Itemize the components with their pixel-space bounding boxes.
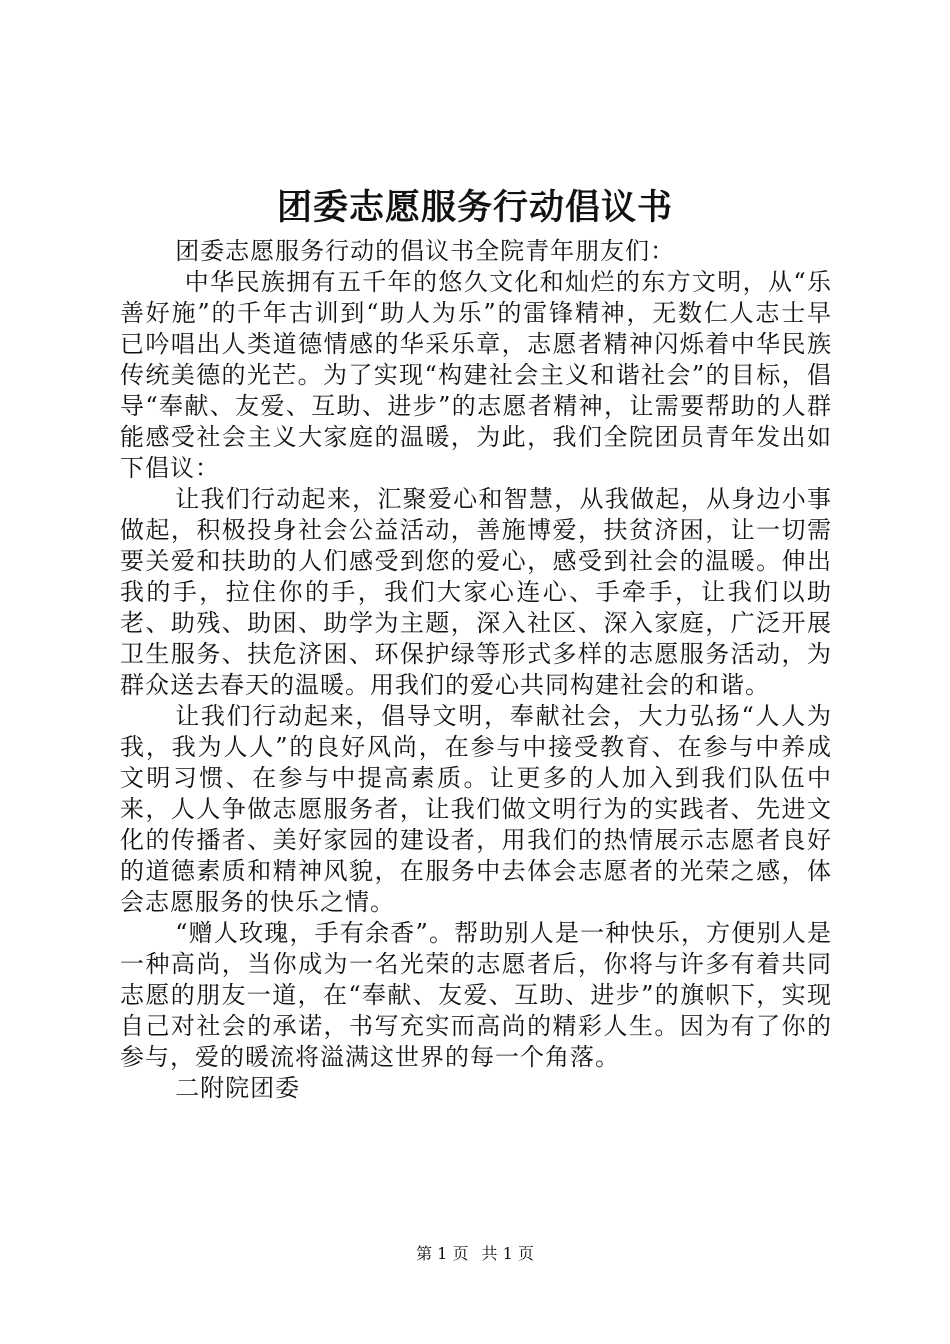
page-total: 共 1 页 <box>481 1244 534 1263</box>
paragraph-action-two: 让我们行动起来，倡导文明，奉献社会，大力弘扬“人人为我，我为人人”的良好风尚，在参与中接受教育、在参与中养成文明习惯、在参与中提高素质。让更多的人加入到我们队伍中来，人人争做志愿服务者，让我们做文明行为的实践者、先进文化的传播者、美好家园的建设者，用我们的热情展示志愿者良好的道德素质和精神风貌，在服务中去体会志愿者的光荣之感，体会志愿服务的快乐之情。 <box>120 702 832 916</box>
paragraph-action-one: 让我们行动起来，汇聚爱心和智慧，从我做起，从身边小事做起，积极投身社会公益活动，善施博爱，扶贫济困，让一切需要关爱和扶助的人们感受到您的爱心，感受到社会的温暖。伸出我的手，拉住你的手，我们大家心连心、手牵手，让我们以助老、助残、助困、助学为主题，深入社区、深入家庭，广泛开展卫生服务、扶危济困、环保护绿等形式多样的志愿服务活动，为群众送去春天的温暖。用我们的爱心共同构建社会的和谐。 <box>120 485 832 699</box>
paragraph-closing: “赠人玫瑰，手有余香”。帮助别人是一种快乐，方便别人是一种高尚，当你成为一名光荣的志愿者后，你将与许多有着共同志愿的朋友一道，在“奉献、友爱、互助、进步”的旗帜下，实现自己对社会的承诺，书写充实而高尚的精彩人生。因为有了你的参与，爱的暖流将溢满这世界的每一个角落。 <box>120 919 832 1071</box>
document-title: 团委志愿服务行动倡议书 <box>276 188 673 228</box>
signature: 二附院团委 <box>175 1074 301 1102</box>
salutation: 团委志愿服务行动的倡议书全院青年朋友们： <box>175 237 676 265</box>
document-body <box>120 236 832 1104</box>
page-number: 第 1 页 <box>416 1244 469 1263</box>
paragraph-intro: 中华民族拥有五千年的悠久文化和灿烂的东方文明，从“乐善好施”的千年古训到“助人为乐”的雷锋精神，无数仁人志士早已吟唱出人类道德情感的华采乐章，志愿者精神闪烁着中华民族传统美德的光芒。为了实现“构建社会主义和谐社会”的目标，倡导“奉献、友爱、互助、进步”的志愿者精神，让需要帮助的人群能感受社会主义大家庭的温暖，为此，我们全院团员青年发出如下倡议： <box>120 268 832 482</box>
page-footer <box>0 1242 950 1266</box>
